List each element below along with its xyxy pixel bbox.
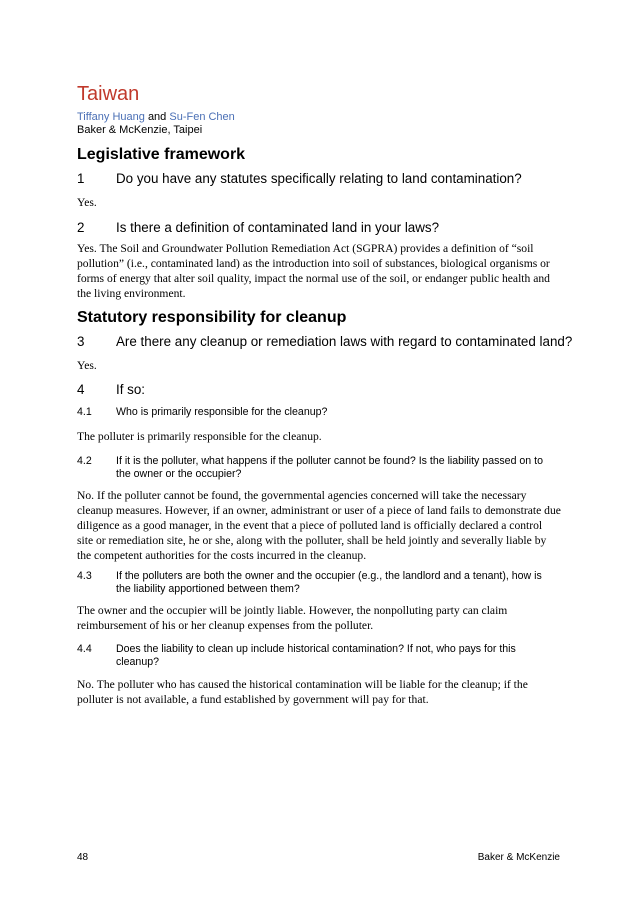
question-number: 1 — [77, 171, 85, 186]
answer-4-4: No. The polluter who has caused the historical contamination will be liable for the cleanup; if the polluter is not available, a fund established by government will pay for that. — [77, 678, 528, 706]
question-number: 2 — [77, 220, 85, 235]
section-heading-legislative: Legislative framework — [77, 146, 246, 163]
question-number: 3 — [77, 334, 85, 349]
subquestion-text: Does the liability to clean up include historical contamination? If not, who pays for this cleanup? — [116, 643, 516, 668]
answer-4-1: The polluter is primarily responsible for the cleanup. — [77, 430, 322, 443]
firm-name: Baker & McKenzie, Taipei — [77, 124, 203, 136]
answer-4-3: The owner and the occupier will be jointly liable. However, the nonpolluting party can claim reimbursement of his or her cleanup expenses from the polluter. — [77, 604, 508, 632]
question-text: Are there any cleanup or remediation laws with regard to contaminated land? — [116, 334, 573, 349]
subquestion-4-4 — [77, 643, 557, 669]
author-conjunction: and — [147, 111, 167, 123]
subquestion-number: 4.3 — [77, 570, 92, 582]
author-link-2[interactable]: Su-Fen Chen — [169, 111, 235, 123]
subquestion-4-1 — [77, 406, 557, 419]
question-text: If so: — [116, 382, 146, 397]
subquestion-4-2 — [77, 455, 557, 481]
answer-1: Yes. — [77, 196, 97, 209]
author-link-1[interactable]: Tiffany Huang — [77, 111, 145, 123]
subquestion-text: If it is the polluter, what happens if the polluter cannot be found? Is the liability passed on to the owner or the occupier? — [116, 455, 543, 480]
question-text: Do you have any statutes specifically relating to land contamination? — [116, 171, 522, 186]
answer-2: Yes. The Soil and Groundwater Pollution Remediation Act (SGPRA) provides a definition of “soil pollution” (i.e., contaminated land) as the introduction into soil of substances, biological organisms or forms of energy that alter soil quality, impact the normal use of the soil, or endanger public health and the living environment. — [77, 242, 550, 300]
subquestion-number: 4.4 — [77, 643, 92, 655]
question-number: 4 — [77, 382, 85, 397]
question-text: Is there a definition of contaminated land in your laws? — [116, 220, 440, 235]
subquestion-number: 4.2 — [77, 455, 92, 467]
country-title: Taiwan — [77, 83, 140, 105]
subquestion-text: If the polluters are both the owner and the occupier (e.g., the landlord and a tenant), how is the liability apportioned between them? — [116, 570, 542, 595]
answer-3: Yes. — [77, 359, 97, 372]
subquestion-text: Who is primarily responsible for the cleanup? — [116, 406, 328, 418]
answer-4-2: No. If the polluter cannot be found, the governmental agencies concerned will take the necessary cleanup measures. However, if an owner, administrant or user of a piece of land fails to demonstrate due diligence as a good manager, in the event that a piece of polluted land is officially declared a control site or remediation site, he or she, along with the polluter, shall be held jointly and severally liable by the competent authorities for the costs incurred in the cleanup. — [77, 489, 561, 562]
section-heading-responsibility: Statutory responsibility for cleanup — [77, 309, 347, 326]
subquestion-4-3 — [77, 570, 557, 596]
page-number: 48 — [77, 852, 89, 863]
author-line — [77, 111, 235, 124]
footer-publisher: Baker & McKenzie — [477, 852, 560, 863]
subquestion-number: 4.1 — [77, 406, 92, 418]
